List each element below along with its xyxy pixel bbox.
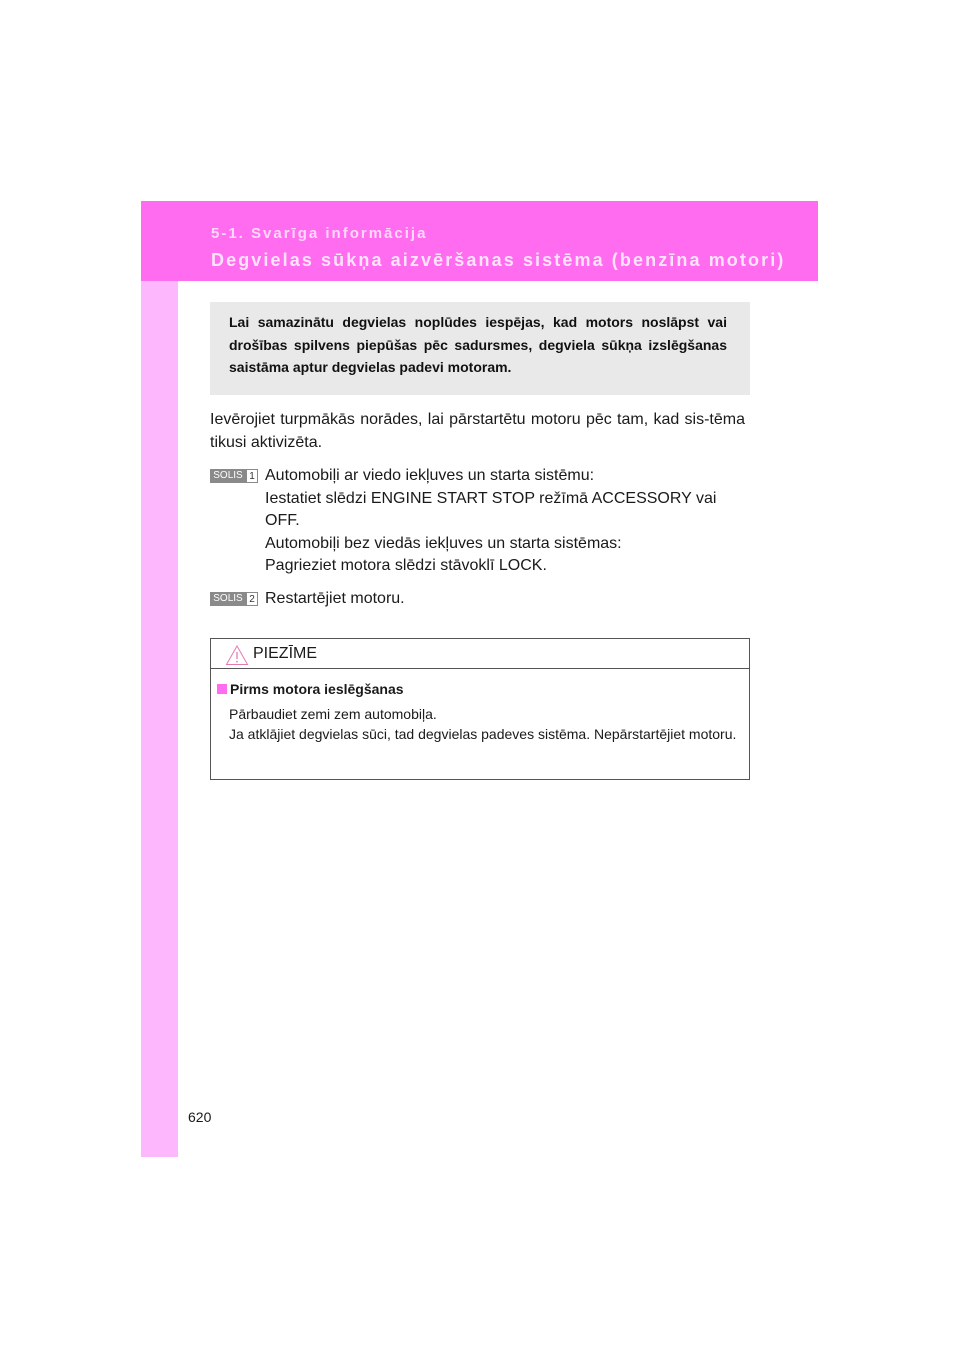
- chapter-title: Degvielas sūkņa aizvēršanas sistēma (benzīna motori): [211, 250, 786, 270]
- notice-box: [210, 638, 750, 780]
- step-2: [210, 588, 755, 611]
- step-1-line: Iestatiet slēdzi ENGINE START STOP režīmā ACCESSORY vai: [265, 489, 717, 507]
- step-1-line: Automobiļi bez viedās iekļuves un starta sistēmas:: [265, 534, 622, 552]
- warning-triangle-icon: [225, 644, 249, 666]
- notice-text-line: Ja atklājiet degvielas sūci, tad degvielas padeves sistēma. Nepārstartējiet motoru.: [229, 725, 737, 742]
- step-badge-number: 2: [246, 592, 258, 606]
- page-sidebar-band: [141, 201, 178, 1157]
- notice-header: [211, 639, 749, 669]
- notice-title: PIEZĪME: [253, 645, 318, 662]
- step-badge-word: SOLIS: [210, 592, 246, 606]
- step-2-lines: [265, 588, 755, 611]
- step-1: [210, 465, 755, 578]
- body-paragraph: Ievērojiet turpmākās norādes, lai pārstartētu motoru pēc tam, kad sis-tēma tikusi aktivizēta.: [210, 411, 745, 451]
- step-1-line: OFF.: [265, 512, 300, 529]
- notice-body: [211, 669, 749, 744]
- notice-text-line: Pārbaudiet zemi zem automobiļa.: [229, 706, 437, 722]
- step-2-line: Restartējiet motoru.: [265, 590, 405, 607]
- bullet-square-icon: [217, 684, 227, 694]
- section-label: 5-1. Svarīga informācija: [211, 225, 428, 242]
- step-1-line: Pagrieziet motora slēdzi stāvoklī LOCK.: [265, 557, 547, 574]
- step-badge: [210, 469, 258, 483]
- notice-subheading-text: Pirms motora ieslēgšanas: [230, 681, 404, 697]
- intro-text: Lai samazinātu degvielas noplūdes iespējas, kad motors noslāpst vai drošības spilvens piepūšas pēc sadursmes, degviela sūkņa izslēgšanas saistāma aptur degvielas padevi motoram.: [229, 314, 727, 375]
- intro-box: [210, 302, 750, 395]
- notice-subheading: [217, 681, 743, 697]
- step-1-lines: [265, 465, 755, 578]
- step-badge-word: SOLIS: [210, 469, 246, 483]
- step-badge-number: 1: [246, 469, 258, 483]
- chapter-header: [141, 201, 818, 281]
- step-1-line: Automobiļi ar viedo iekļuves un starta sistēmu:: [265, 467, 595, 484]
- page-number: 620: [188, 1109, 212, 1125]
- step-badge: [210, 592, 258, 606]
